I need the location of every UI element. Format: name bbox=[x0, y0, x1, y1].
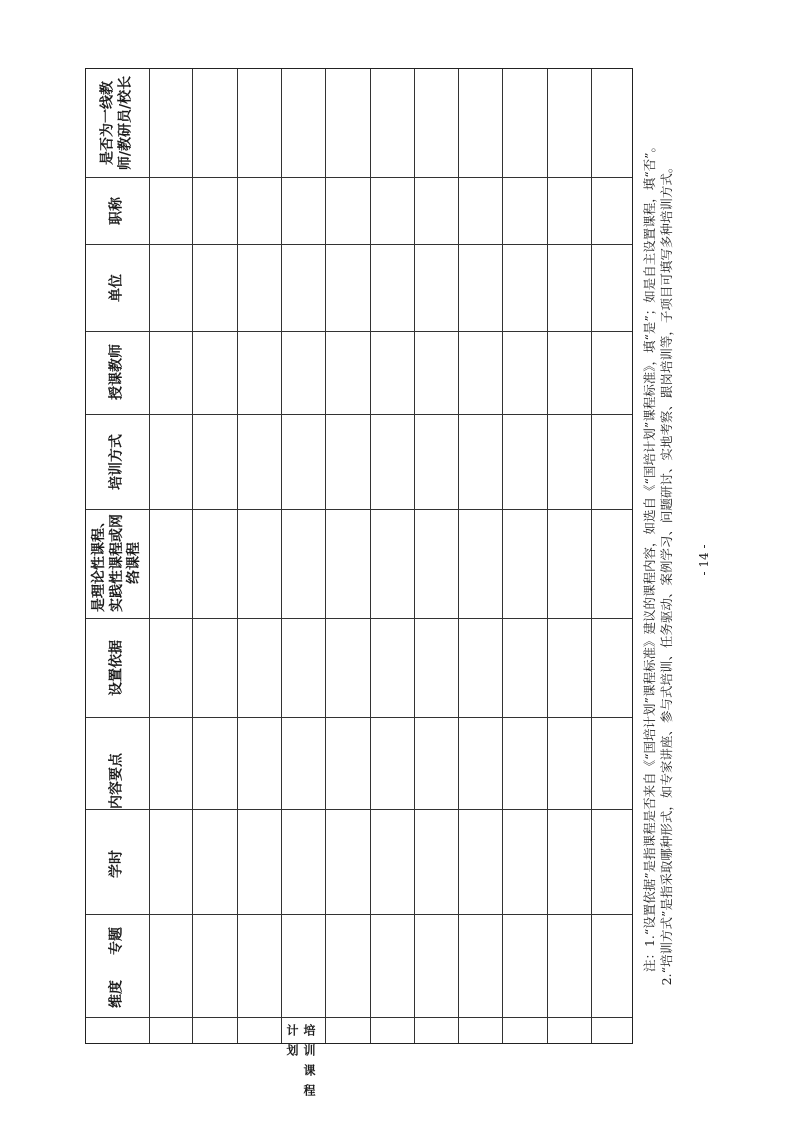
col-divider bbox=[370, 69, 371, 1043]
col-divider bbox=[325, 69, 326, 1043]
row-divider bbox=[86, 717, 632, 718]
training-course-plan-table bbox=[85, 68, 633, 1044]
header-principal: 是否为一线教 师/教研员/校长 bbox=[99, 75, 133, 171]
col-divider bbox=[414, 69, 415, 1043]
row-divider bbox=[86, 618, 632, 619]
header-basis: 设置依据 bbox=[108, 640, 125, 696]
row-divider bbox=[86, 509, 632, 510]
header-course-type: 是理论性课程、 实践性课程或网 络课程 bbox=[90, 514, 142, 612]
note-line-2: 2.“培训方式”是指采取哪种形式，如专家讲座、参与式培训、任务驱动、案例学习、问题研讨、实地考察、跟岗培训等，子项目可填写多种培训方式。 bbox=[659, 160, 674, 986]
page-number: - 14 - bbox=[697, 544, 711, 576]
row-divider bbox=[86, 177, 632, 178]
row-divider bbox=[86, 331, 632, 332]
header-title: 职称 bbox=[108, 197, 125, 225]
side-label: 培训课程计划 bbox=[285, 1024, 316, 1104]
col-divider bbox=[547, 69, 548, 1043]
col-divider bbox=[458, 69, 459, 1043]
note-line-1: 注：1.“设置依据”是指课程是否来自《“国培计划”课程标准》建议的课程内容，如选自《“国培计划”课程标准》，填“是”；如是自主设置课程，填“否”。 bbox=[642, 139, 657, 973]
col-divider bbox=[237, 69, 238, 1043]
col-divider bbox=[149, 69, 150, 1043]
header-teacher: 授课教师 bbox=[108, 344, 125, 400]
header-dimension: 维度 bbox=[108, 980, 125, 1008]
header-method: 培训方式 bbox=[108, 434, 125, 490]
row-divider bbox=[86, 809, 632, 810]
header-topic: 专题 bbox=[108, 927, 125, 955]
header-hours: 学时 bbox=[108, 850, 125, 878]
col-divider bbox=[502, 69, 503, 1043]
row-divider bbox=[86, 414, 632, 415]
header-content: 内容要点 bbox=[108, 753, 125, 809]
header-unit: 单位 bbox=[108, 274, 125, 302]
col-divider bbox=[591, 69, 592, 1043]
col-divider bbox=[281, 69, 282, 1043]
row-divider bbox=[86, 244, 632, 245]
col-divider bbox=[192, 69, 193, 1043]
row-divider bbox=[86, 1017, 632, 1018]
row-divider bbox=[86, 914, 632, 915]
